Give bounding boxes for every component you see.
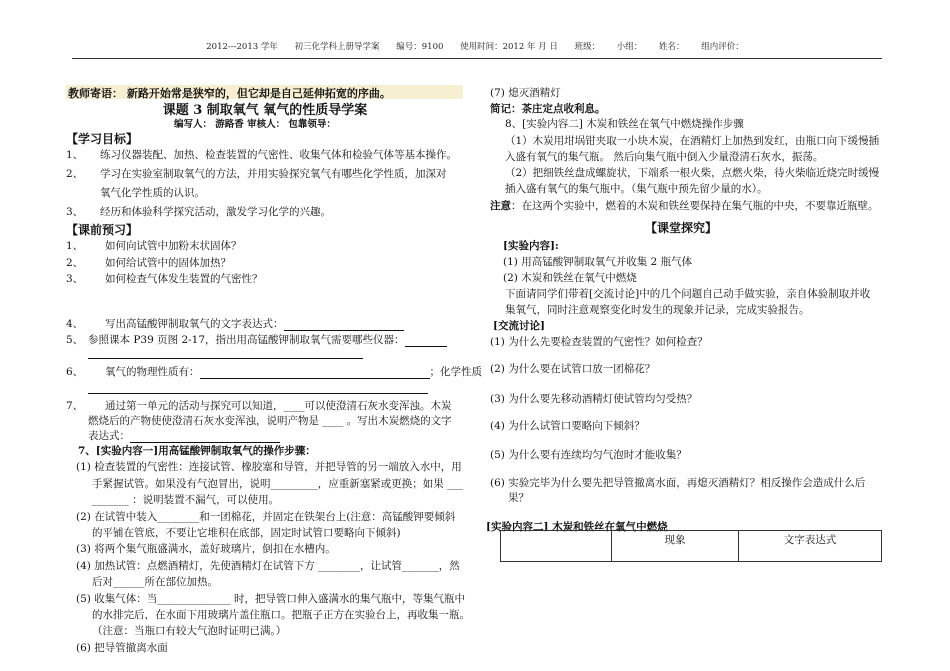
q6-num: 6、 — [66, 366, 84, 378]
table-header-empty — [501, 531, 612, 562]
q5-blank[interactable] — [405, 336, 447, 347]
goal-1: 练习仪器装配、加热、检查装置的气密性、收集气体和检验气体等基本操作。 — [100, 149, 457, 161]
q7-num: 7、 — [66, 400, 84, 412]
exp2-head: 8、[实验内容二] 木炭和铁丝在氧气中燃烧操作步骤 — [505, 118, 744, 130]
authors-line: 编写人： 游路香 审核人： 包靠领导： — [174, 119, 336, 130]
note-text: ：在这两个实验中，燃着的木炭和铁丝要保持在集气瓶的中央，不要靠近瓶壁。 — [511, 200, 879, 212]
question-1: (1) 为什么先要检查装置的气密性？如何检查？ — [490, 336, 708, 348]
q7-line1: 通过第一单元的活动与探究可以知道，____可以使澄清石灰水变浑浊。木炭 — [105, 400, 452, 412]
step-1-cont: 手紧握试管。如果没有气泡冒出，说明_________，应重新塞紧或更换；如果 ___ — [92, 478, 463, 490]
table-header-phenomenon: 现象 — [612, 531, 739, 562]
preview-2: 如何给试管中的固体加热？ — [105, 257, 231, 269]
header-name: 姓名： — [659, 42, 685, 52]
q4-text: 写出高锰酸钾制取氧气的文字表达式： — [105, 318, 284, 330]
question-4: (4) 为什么试管口要略向下倾斜？ — [490, 420, 645, 432]
q7-line2: 燃烧后的产物使使澄清石灰水变浑浊，说明产物是 ____ 。写出木炭燃烧的文字 — [88, 415, 452, 427]
intro-line1: 下面请同学们带着[交流讨论]中的几个问题自己动手做实验，亲自体验制取并收 — [505, 288, 871, 300]
exp-content-label: [实验内容]: — [503, 240, 559, 252]
page-title: 课题 3 制取氧气 氧气的性质导学案 — [162, 103, 368, 118]
intro-line2: 集氧气，同时注意观察变化时发生的现象并记录，完成实验报告。 — [505, 304, 810, 316]
header-class: 班级： — [574, 42, 601, 52]
step-3: (3) 将两个集气瓶盛满水，盖好玻璃片，倒扣在水槽内。 — [76, 543, 336, 555]
preview-3-num: 3、 — [66, 273, 84, 285]
step-4: (4) 加热试管：点燃酒精灯，先使酒精灯在试管下方 ________，让试管_______，然 — [76, 560, 460, 572]
discuss-label: [交流讨论] — [493, 320, 545, 332]
q4-num: 4、 — [66, 318, 84, 330]
preview-title: 【课前预习】 — [66, 223, 139, 237]
header-time: 使用时间：2012 年 月 日 — [460, 42, 558, 52]
goal-2-num: 2、 — [66, 168, 84, 180]
page-header — [0, 40, 950, 52]
q5-num: 5、 — [66, 334, 84, 346]
memo: 简记：茶庄定点收利息。 — [490, 103, 606, 115]
preview-2-num: 2、 — [66, 257, 84, 269]
q6-blank-line2[interactable] — [88, 382, 428, 394]
note — [490, 198, 879, 213]
preview-3: 如何检查气体发生装置的气密性？ — [105, 273, 263, 285]
question-5: (5) 为什么要有连续均匀气泡时才能收集？ — [490, 449, 687, 461]
table-header-expression: 文字表达式 — [739, 531, 882, 562]
step-2: (2) 在试管中装入________和一团棉花，并固定在铁架台上(注意：高锰酸钾要倾斜 — [76, 511, 456, 523]
step-1-cont2: _______ ：说明装置不漏气，可以使用。 — [92, 494, 280, 506]
question-6: (6) 实验完毕为什么要先把导管撤离水面，再熄灭酒精灯？相反操作会造成什么后 — [490, 477, 866, 489]
exp-item-1: (1) 用高锰酸钾制取氧气并收集 2 瓶气体 — [503, 256, 693, 268]
header-rule — [72, 58, 882, 59]
header-group: 小组： — [616, 42, 643, 52]
header-year: 2012---2013 学年 — [206, 42, 278, 52]
table-row — [501, 531, 882, 562]
question-2: (2) 为什么要在试管口放一团棉花？ — [490, 363, 656, 375]
header-number: 编号：9100 — [396, 42, 444, 52]
q7-text-c: 表达式： — [88, 430, 130, 442]
inquiry-title: 【课堂探究】 — [645, 221, 718, 235]
q6-text-a: 氧气的物理性质有： — [105, 366, 200, 378]
exp2-line2: 入盛有氧气的集气瓶。 然后向集气瓶中倒入少量澄清石灰水，振荡。 — [505, 151, 824, 163]
preview-1-num: 1、 — [66, 240, 84, 252]
goal-3-num: 3、 — [66, 206, 84, 218]
header-eval: 组内评价： — [701, 42, 744, 52]
goals-title: 【学习目标】 — [66, 132, 139, 146]
goal-2-cont: 氧气化学性质的认识。 — [100, 187, 205, 199]
step-7: (7) 熄灭酒精灯 — [490, 87, 561, 99]
question-6-cont: 果？ — [508, 492, 529, 504]
q4-blank[interactable] — [284, 320, 404, 331]
q4 — [105, 316, 404, 331]
step-2-cont: 的平铺在管底，不要让它堆积在底部，固定时试管口要略向下倾斜) — [92, 527, 401, 539]
note-label: 注意 — [490, 200, 511, 212]
step-6: (6) 把导管撤离水面 — [76, 642, 168, 654]
exp2-line4: 插入盛有氧气的集气瓶中。（集气瓶中预先留少量的水）。 — [505, 183, 768, 195]
goal-2: 学习在实验室制取氧气的方法，并用实验探究氧气有哪些化学性质，加深对 — [100, 168, 447, 180]
step-5-note: （注意：当瓶口有较大气泡时证明已满。） — [92, 625, 287, 637]
q6-blank[interactable] — [200, 368, 430, 379]
exp-item-2: (2) 木炭和铁丝在氧气中燃烧 — [503, 272, 637, 284]
preview-1: 如何向试管中加粉末状固体？ — [105, 240, 242, 252]
q7-blank[interactable] — [130, 432, 280, 443]
q5 — [88, 332, 447, 347]
exp1-title: 7、[实验内容一]用高锰酸钾制取氧气的操作步骤： — [78, 445, 316, 457]
q6-text-b: ；化学性质 — [429, 366, 482, 378]
exp2-line1: （1）木炭用坩埚钳夹取一小块木炭，在酒精灯上加热到发红，由瓶口向下缓慢插 — [505, 135, 880, 147]
step-4-cont: 后对______所在部位加热。 — [92, 576, 218, 588]
step-5: (5) 收集气体：当______________ 时，把导管口伸入盛满水的集气瓶中，等集气瓶中 — [76, 593, 466, 605]
goal-1-num: 1、 — [66, 149, 84, 161]
exp2-line3: （2）把细铁丝盘成螺旋状，下端系一根火柴，点燃火柴，待火柴临近烧完时缓慢 — [505, 167, 880, 179]
q5-text: 参照课本 P39 页图 2-17，指出用高锰酸钾制取氧气需要哪些仪器： — [88, 334, 405, 346]
header-subject: 初三化学科上册导学案 — [294, 42, 380, 52]
result-table — [500, 530, 882, 562]
q6 — [105, 364, 482, 379]
teacher-motto: 教师寄语： 新路开始常是狭窄的，但它却是自己延伸拓宽的序曲。 — [66, 85, 463, 99]
step-5-cont: 的水排完后，在水面下用玻璃片盖住瓶口。把瓶子正方在实验台上，再收集一瓶。 — [92, 609, 470, 621]
q5-blank-line2[interactable] — [88, 347, 363, 359]
question-3: (3) 为什么要先移动酒精灯使试管均匀受热？ — [490, 393, 698, 405]
exp2-table-title: [实验内容二] 木炭和铁丝在氧气中燃烧 — [486, 521, 668, 533]
q7-line3 — [88, 428, 280, 443]
step-1: (1) 检查装置的气密性：连接试管、橡胶塞和导管，并把导管的另一端放入水中，用 — [76, 461, 462, 473]
goal-3: 经历和体验科学探究活动，激发学习化学的兴趣。 — [100, 206, 331, 218]
